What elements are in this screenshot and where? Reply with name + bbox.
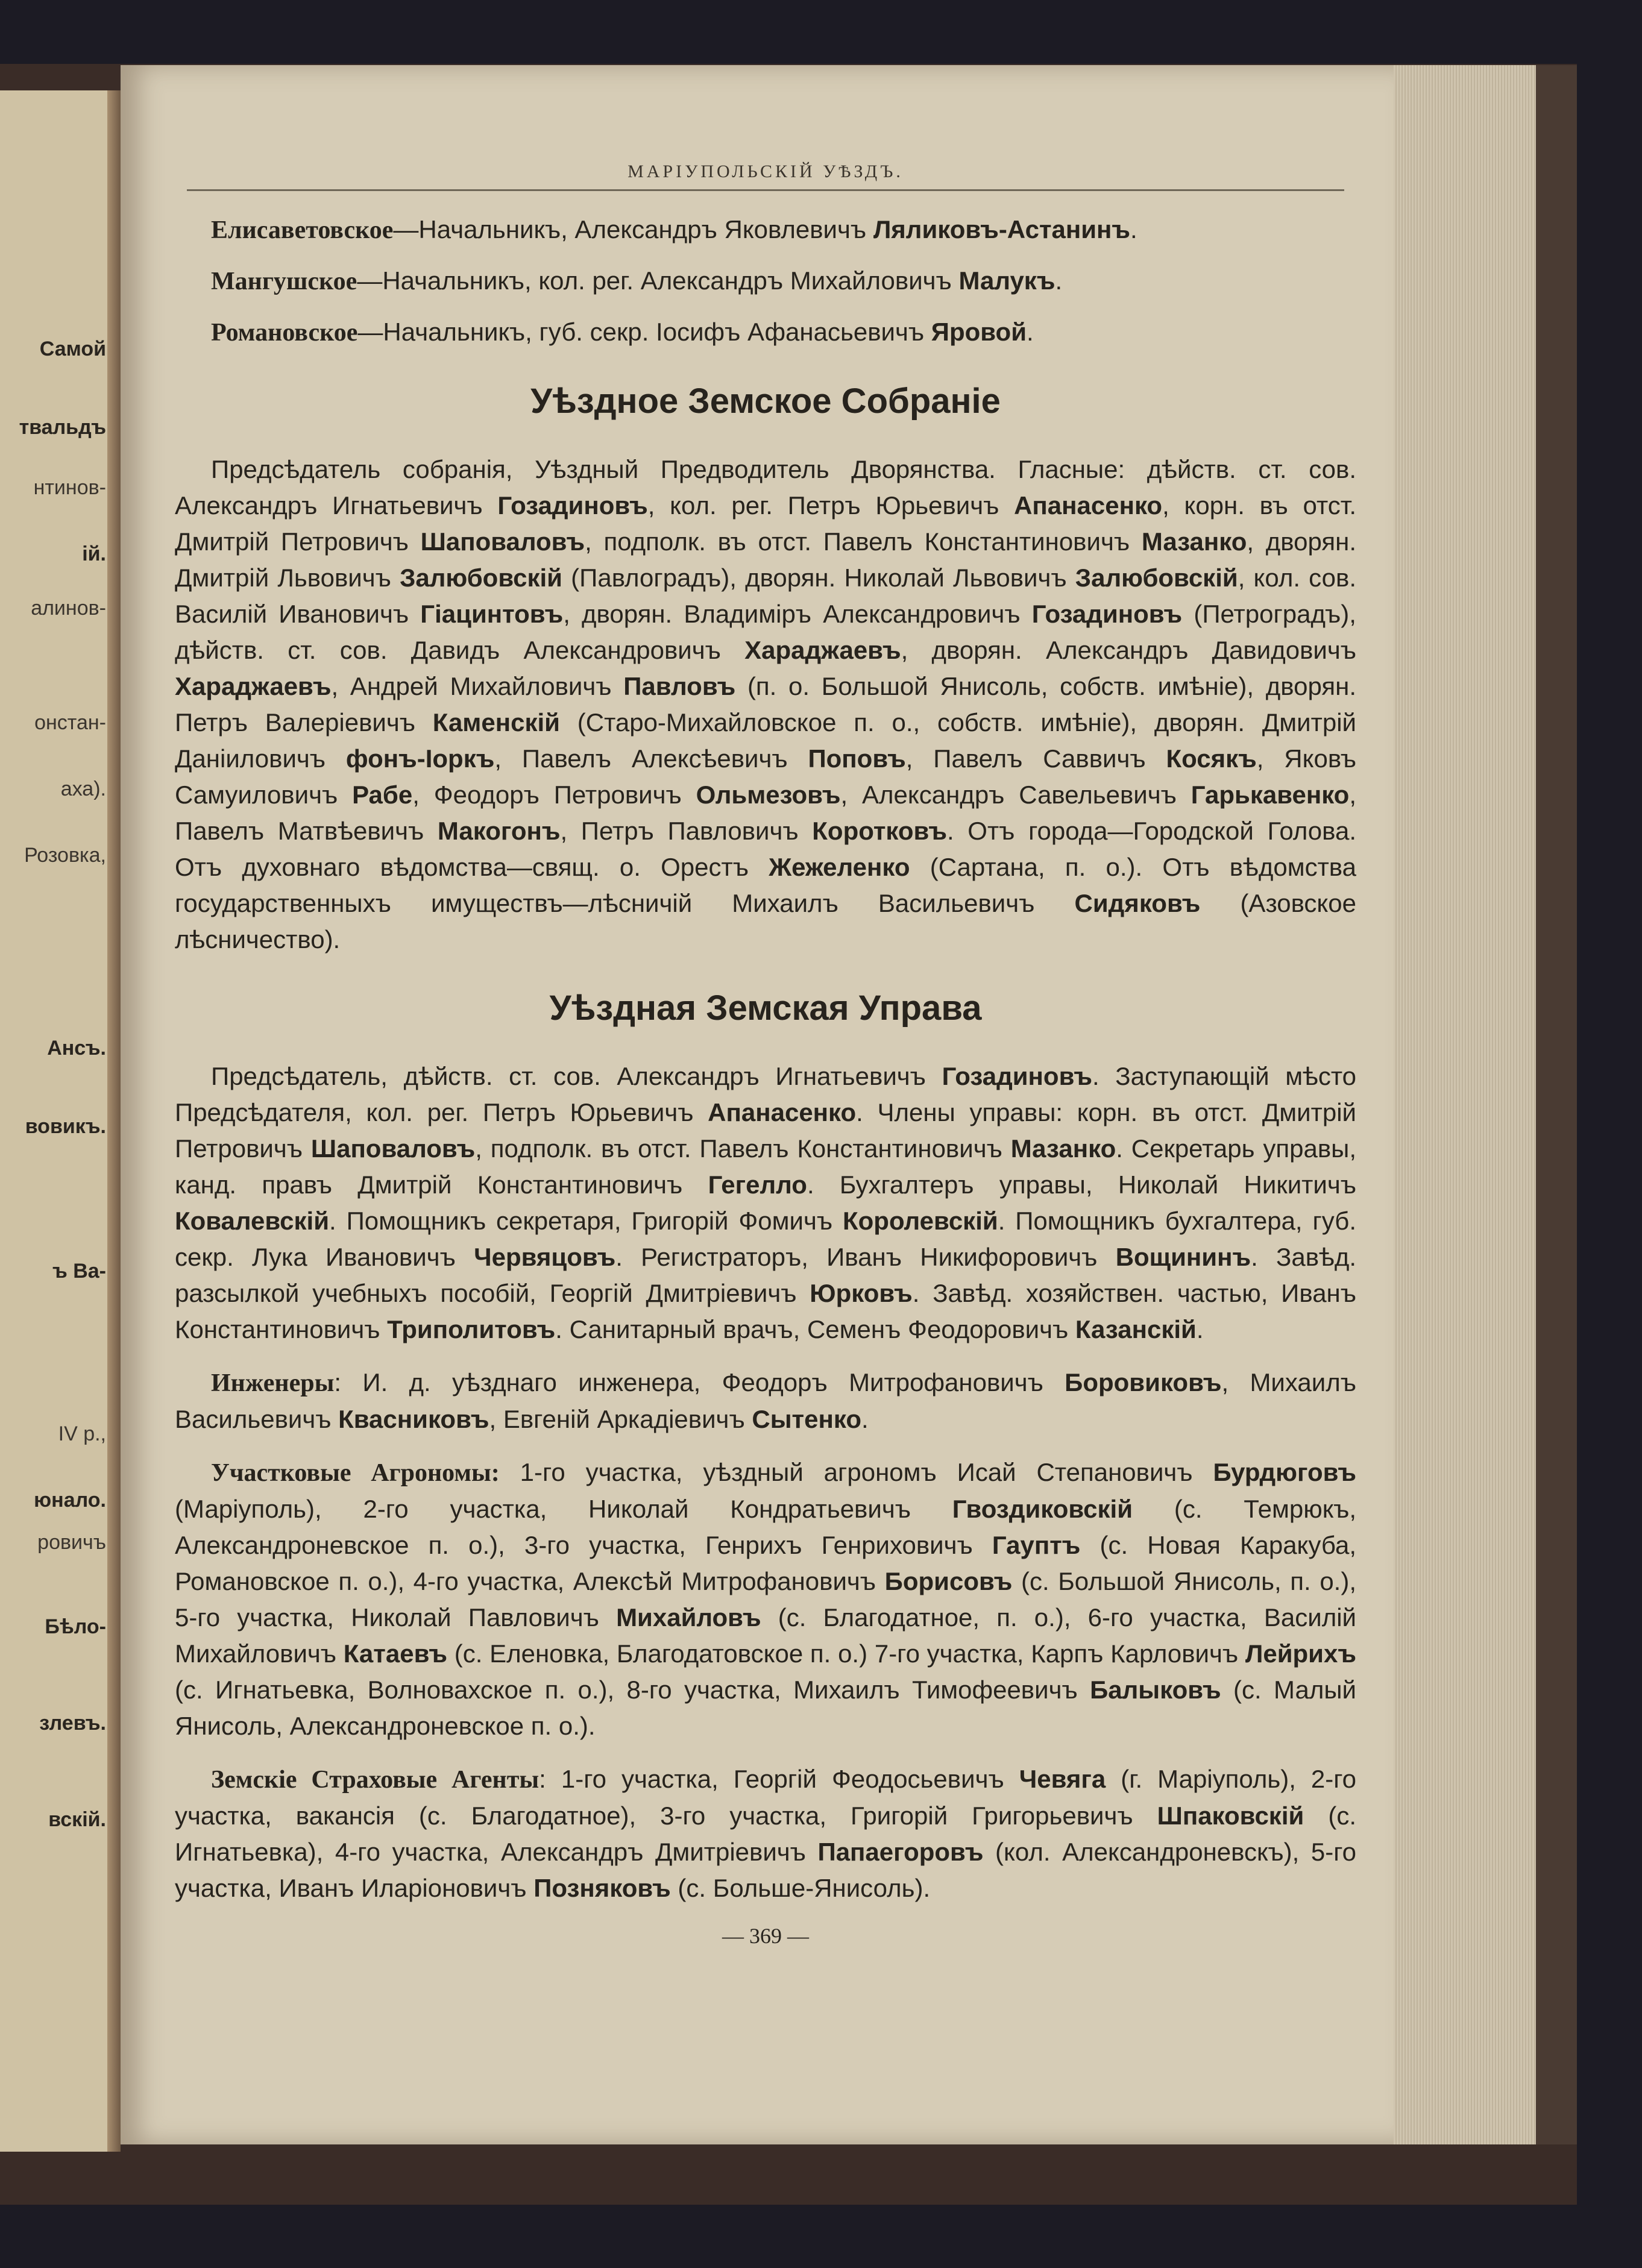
zemstvo-board-paragraph: Предсѣдатель, дѣйств. ст. сов. Александръ Игнатьевичъ Гозадиновъ. Заступающій мѣсто Предсѣдателя, кол. рег. Петръ Юрьевичъ Апанасенко. Члены управы: корн. въ отст. Дмитрій Петровичъ Шаповаловъ, подполк. въ отст. Павелъ Константиновичъ Мазанко. Секретарь управы, канд. правъ Дмитрій Константиновичъ Гегелло. Бухгалтеръ управы, Николай Никитичъ Ковалевскій. Помощникъ секретаря, Григорій Фомичъ Королевскій. Помощникъ бухгалтера, губ. секр. Лука Ивановичъ Червяцовъ. Регистраторъ, Иванъ Никифоровичъ Вощининъ. Завѣд. разсылкой учебныхъ пособій, Георгій Дмитріевичъ Юрковъ. Завѣд. хозяйствен. частью, Иванъ Константиновичъ Триполитовъ. Санитарный врачъ, Семенъ Феодоровичъ Казанскій. (175, 1062, 1356, 1343)
person-surname: Чевяга (1019, 1765, 1106, 1793)
paragraph-lead-term: Мангушское (211, 268, 357, 295)
agronomists-paragraph: Участковые Агрономы: 1-го участка, уѣздный агрономъ Исай Степановичъ Бурдюговъ (Маріуполь), 2-го участка, Николай Кондратьевичъ Гвоздиковскій (с. Темрюкъ, Александроневское п. о.), 3-го участка, Генрихъ Генриховичъ Гауптъ (с. Новая Каракуба, Романовское п. о.), 4-го участка, Алексѣй Митрофановичъ Борисовъ (с. Большой Янисоль, п. о.), 5-го участка, Николай Павловичъ Михайловъ (с. Благодатное, п. о.), 6-го участка, Василій Михайловичъ Катаевъ (с. Еленовка, Благодатовское п. о.) 7-го участка, Карпъ Карловичъ Лейрихъ (с. Игнатьевка, Волновахское п. о.), 8-го участка, Михаилъ Тимофеевичъ Балыковъ (с. Малый Янисоль, Александроневское п. о.). (175, 1458, 1356, 1740)
left-page-fragment: алинов- (31, 597, 106, 620)
left-page-fragment: Ансъ. (47, 1037, 106, 1060)
person-surname: фонъ-Іоркъ (345, 744, 495, 773)
left-page-fragment: Самой (39, 338, 106, 360)
section-title-zemstvo-assembly: Уѣздное Земское Собраніе (530, 382, 1001, 421)
person-surname: Мазанко (1010, 1134, 1116, 1163)
person-surname: Шпаковскій (1157, 1802, 1304, 1830)
person-surname: Сытенко (752, 1405, 861, 1433)
person-surname: Лейрихъ (1245, 1639, 1356, 1668)
book-page (121, 65, 1394, 2144)
police-station-entry: Елисаветовское—Начальникъ, Александръ Яковлевичъ Ляликовъ-Астанинъ. (211, 215, 1137, 244)
person-surname: Катаевъ (343, 1639, 447, 1668)
person-surname: Червяцовъ (474, 1243, 616, 1271)
person-surname: Ляликовъ-Астанинъ (873, 215, 1131, 243)
left-page-fragment: вскій. (48, 1808, 106, 1831)
book-cover (1536, 65, 1577, 2144)
person-surname: Казанскій (1075, 1315, 1197, 1343)
person-surname: Ковалевскій (175, 1207, 330, 1235)
person-surname: Залюбовскій (400, 564, 562, 592)
left-page-fragment: Бѣло- (45, 1615, 106, 1638)
person-surname: Позняковъ (533, 1874, 671, 1902)
person-surname: Гауптъ (992, 1531, 1081, 1559)
page-content (175, 155, 1356, 1949)
book-binding (107, 90, 121, 2152)
police-station-entry: Мангушское—Начальникъ, кол. рег. Александръ Михайловичъ Малукъ. (211, 266, 1063, 295)
person-surname: Сидяковъ (1074, 889, 1201, 917)
person-surname: Папаегоровъ (817, 1838, 984, 1866)
person-surname: Малукъ (958, 266, 1055, 295)
person-surname: Михайловъ (616, 1603, 761, 1632)
person-surname: Квасниковъ (338, 1405, 489, 1433)
person-surname: Апанасенко (1014, 491, 1163, 520)
person-surname: Вощининъ (1115, 1243, 1251, 1271)
person-surname: Апанасенко (708, 1098, 857, 1126)
person-surname: Борисовъ (884, 1567, 1013, 1595)
person-surname: Коротковъ (812, 817, 947, 845)
person-surname: Шаповаловъ (310, 1134, 476, 1163)
zemstvo-assembly-paragraph: Предсѣдатель собранія, Уѣздный Предводитель Дворянства. Гласные: дѣйств. ст. сов. Александръ Игнатьевичъ Гозадиновъ, кол. рег. Петръ Юрьевичъ Апанасенко, корн. въ отст. Дмитрій Петровичъ Шаповаловъ, подполк. въ отст. Павелъ Константиновичъ Мазанко, дворян. Дмитрій Львовичъ Залюбовскій (Павлоградъ), дворян. Николай Львовичъ Залюбовскій, кол. сов. Василій Ивановичъ Гіацинтовъ, дворян. Владиміръ Александровичъ Гозадиновъ (Петроградъ), дѣйств. ст. сов. Давидъ Александровичъ Хараджаевъ, дворян. Александръ Давидовичъ Хараджаевъ, Андрей Михайловичъ Павловъ (п. о. Большой Янисоль, собств. имѣніе), дворян. Петръ Валеріевичъ Каменскій (Старо-Михайловское п. о., собств. имѣніе), дворян. Дмитрій Даніиловичъ фонъ-Іоркъ, Павелъ Алексѣевичъ Поповъ, Павелъ Саввичъ Косякъ, Яковъ Самуиловичъ Рабе, Феодоръ Петровичъ Ольмезовъ, Александръ Савельевичъ Гарькавенко, Павелъ Матвѣевичъ Макогонъ, Петръ Павловичъ Коротковъ. Отъ города—Городской Голова. Отъ духовнаго вѣдомства—свящ. о. Орестъ Жежеленко (Сартана, п. о.). Отъ вѣдомства государственныхъ имуществъ—лѣсничій Михаилъ Васильевичъ Сидяковъ (Азовское лѣсничество). (175, 455, 1357, 953)
header-rule (187, 189, 1344, 191)
person-surname: Гозадиновъ (1031, 600, 1183, 628)
person-surname: Триполитовъ (387, 1315, 556, 1343)
person-surname: Ольмезовъ (696, 781, 841, 809)
left-page-fragment: юнало. (34, 1489, 106, 1512)
police-stations-list (175, 212, 1356, 351)
person-surname: Шаповаловъ (420, 527, 585, 556)
person-surname: Гарькавенко (1191, 781, 1350, 809)
left-page-fragment: ій. (82, 542, 106, 565)
left-page-fragment: нтинов- (33, 476, 106, 499)
person-surname: Хараджаевъ (175, 672, 332, 700)
paragraph-lead-term: Земскіе Страховые Агенты (211, 1766, 539, 1794)
person-surname: Жежеленко (769, 853, 910, 881)
left-page-fragment: онстан- (34, 711, 106, 734)
left-page-fragment: ровичъ (37, 1531, 106, 1554)
page-edges (1394, 65, 1536, 2144)
person-surname: Залюбовскій (1075, 564, 1238, 592)
person-surname: Яровой (931, 318, 1027, 346)
paragraph-lead-term: Елисаветовское (211, 216, 394, 244)
page-number: — 369 — (722, 1924, 809, 1948)
left-page-fragment: IV р., (58, 1422, 106, 1445)
left-page-fragment: ъ Ва- (52, 1260, 106, 1283)
person-surname: Юрковъ (810, 1279, 913, 1307)
person-surname: Каменскій (432, 708, 560, 737)
person-surname: Гвоздиковскій (952, 1495, 1133, 1523)
left-page-fragment: твальдъ (19, 416, 106, 439)
insurance-agents-paragraph: Земскіе Страховые Агенты: 1-го участка, Георгій Феодосьевичъ Чевяга (г. Маріуполь), 2-го участка, вакансія (с. Благодатное), 3-го участка, Григорій Григорьевичъ Шпаковскій (с. Игнатьевка), 4-го участка, Александръ Дмитріевичъ Папаегоровъ (кол. Александроневскъ), 5-го участка, Иванъ Иларіоновичъ Позняковъ (с. Больше-Янисоль). (175, 1765, 1356, 1902)
person-surname: Макогонъ (437, 817, 561, 845)
paragraph-lead-term: Романовское (211, 319, 358, 347)
person-surname: Косякъ (1166, 744, 1257, 773)
left-page-fragment: Розовка, (24, 844, 106, 867)
person-surname: Гозадиновъ (942, 1062, 1092, 1090)
person-surname: Хараджаевъ (744, 636, 901, 664)
paragraph-lead-term: Инженеры (211, 1369, 335, 1397)
person-surname: Бурдюговъ (1213, 1458, 1356, 1486)
left-page-fragment: вовикъ. (25, 1115, 106, 1138)
person-surname: Мазанко (1141, 527, 1247, 556)
person-surname: Гіацинтовъ (420, 600, 564, 628)
person-surname: Королевскій (843, 1207, 998, 1235)
person-surname: Павловъ (623, 672, 736, 700)
left-page-fragment: злевъ. (39, 1712, 106, 1735)
engineers-paragraph: Инженеры: И. д. уѣзднаго инженера, Феодоръ Митрофановичъ Боровиковъ, Михаилъ Васильевичъ Квасниковъ, Евгеній Аркадіевичъ Сытенко. (175, 1368, 1356, 1433)
police-station-entry: Романовское—Начальникъ, губ. секр. Іосифъ Афанасьевичъ Яровой. (211, 318, 1034, 347)
person-surname: Боровиковъ (1065, 1368, 1222, 1396)
person-surname: Гегелло (708, 1170, 807, 1199)
left-page-fragment: аха). (60, 777, 106, 800)
person-surname: Поповъ (808, 744, 906, 773)
person-surname: Рабе (352, 781, 413, 809)
person-surname: Гозадиновъ (497, 491, 648, 520)
section-title-zemstvo-board: Уѣздная Земская Управа (549, 988, 982, 1028)
running-head: МАРІУПОЛЬСКІЙ УѢЗДЪ. (628, 162, 904, 181)
paragraph-lead-term: Участковые Агрономы: (211, 1459, 500, 1487)
person-surname: Балыковъ (1090, 1676, 1221, 1704)
